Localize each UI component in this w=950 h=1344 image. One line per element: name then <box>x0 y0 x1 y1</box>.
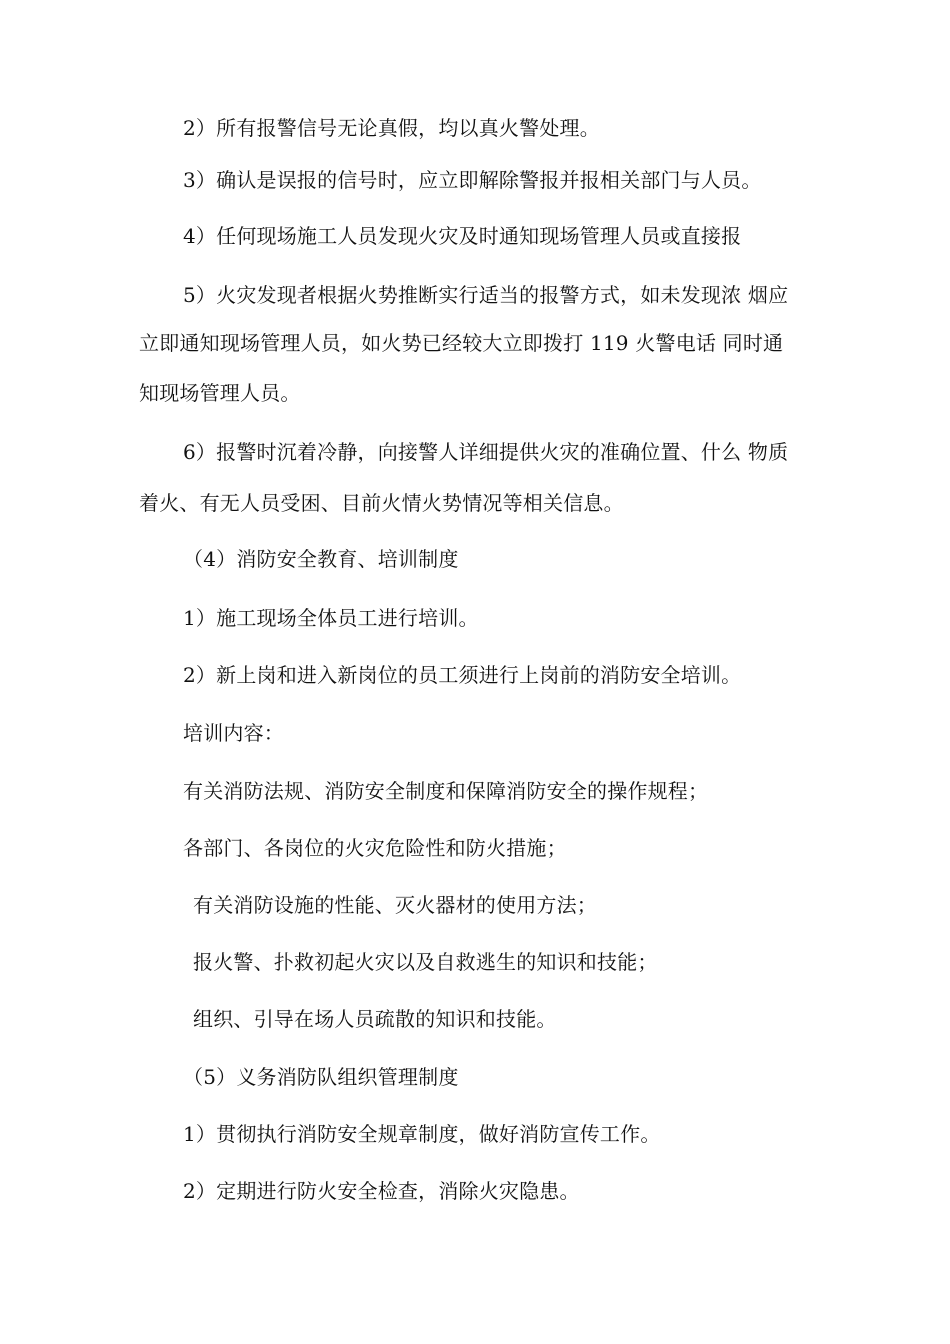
paragraph-line-18: 2）定期进行防火安全检查，消除火灾隐患。 <box>183 1179 580 1203</box>
paragraph-line-3: 4）任何现场施工人员发现火灾及时通知现场管理人员或直接报 <box>183 224 742 248</box>
paragraph-line-14: 有关消防设施的性能、灭火器材的使用方法； <box>193 893 597 917</box>
section-heading-5: （5）义务消防队组织管理制度 <box>183 1065 459 1089</box>
paragraph-line-16: 组织、引导在场人员疏散的知识和技能。 <box>193 1007 557 1031</box>
paragraph-line-13: 各部门、各岗位的火灾危险性和防火措施； <box>183 836 567 860</box>
paragraph-line-8: 着火、有无人员受困、目前火情火势情况等相关信息。 <box>139 491 624 515</box>
paragraph-line-17: 1）贯彻执行消防安全规章制度，做好消防宣传工作。 <box>183 1122 661 1146</box>
paragraph-line-6: 知现场管理人员。 <box>139 381 301 405</box>
paragraph-line-12: 有关消防法规、消防安全制度和保障消防安全的操作规程； <box>183 779 709 803</box>
paragraph-line-5: 立即通知现场管理人员，如火势已经较大立即拨打 119 火警电话 同时通 <box>139 331 784 355</box>
paragraph-line-4: 5）火灾发现者根据火势推断实行适当的报警方式，如未发现浓 烟应 <box>183 283 789 307</box>
paragraph-line-7: 6）报警时沉着冷静，向接警人详细提供火灾的准确位置、什么 物质 <box>183 440 789 464</box>
section-heading-4: （4）消防安全教育、培训制度 <box>183 547 459 571</box>
paragraph-line-11: 培训内容： <box>183 721 284 745</box>
paragraph-line-1: 2）所有报警信号无论真假，均以真火警处理。 <box>183 116 600 140</box>
paragraph-line-2: 3）确认是误报的信号时，应立即解除警报并报相关部门与人员。 <box>183 168 762 192</box>
paragraph-line-9: 1）施工现场全体员工进行培训。 <box>183 606 479 630</box>
paragraph-line-10: 2）新上岗和进入新岗位的员工须进行上岗前的消防安全培训。 <box>183 663 742 687</box>
paragraph-line-15: 报火警、扑救初起火灾以及自救逃生的知识和技能； <box>193 950 658 974</box>
